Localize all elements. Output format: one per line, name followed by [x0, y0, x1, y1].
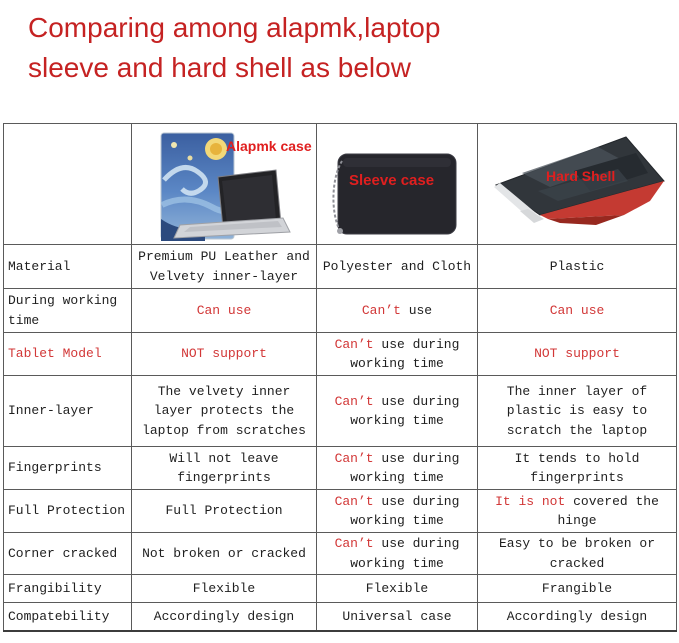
table-cell: [132, 533, 317, 575]
alapmk-case-image-cell: [132, 124, 317, 245]
product-images-row: [4, 124, 677, 245]
comparison-table-body: [4, 245, 677, 631]
row-label: Material: [4, 245, 132, 289]
comparison-table: [3, 123, 677, 632]
cell-text: Frangible: [541, 580, 613, 596]
table-row: [4, 533, 677, 575]
cell-text-red: Can’t: [334, 450, 374, 466]
cell-text: Not broken or cracked: [142, 545, 306, 561]
hard-shell-image-cell: [478, 124, 677, 245]
table-cell: [478, 603, 677, 631]
row-label: Frangibility: [4, 575, 132, 603]
table-cell: [317, 603, 478, 631]
table-cell: [317, 533, 478, 575]
row-label: Tablet Model: [4, 333, 132, 376]
cell-text: use: [400, 302, 433, 318]
table-cell: [132, 575, 317, 603]
row-label: Corner cracked: [4, 533, 132, 575]
cell-text-red: NOT support: [181, 346, 267, 362]
cell-text-red: Can use: [549, 302, 605, 318]
row-label: Full Protection: [4, 490, 132, 533]
row-label: Fingerprints: [4, 447, 132, 490]
table-cell: [478, 333, 677, 376]
table-cell: [132, 245, 317, 289]
table-cell: [478, 376, 677, 447]
cell-text: use during working time: [350, 493, 460, 528]
table-row: [4, 333, 677, 376]
table-cell: [132, 447, 317, 490]
cell-text: The inner layer of plastic is easy to scratch the laptop: [506, 383, 648, 438]
cell-text-red: It is not: [495, 493, 566, 509]
table-cell: [478, 490, 677, 533]
table-cell: [132, 333, 317, 376]
cell-text: covered the hinge: [557, 493, 659, 528]
table-cell: [478, 575, 677, 603]
table-row: [4, 376, 677, 447]
table-row: [4, 490, 677, 533]
cell-text: Premium PU Leather and Velvety inner-layer: [138, 249, 310, 284]
cell-text-red: Can’t: [334, 336, 374, 352]
cell-text: Accordingly design: [153, 608, 295, 624]
cell-text: It tends to hold fingerprints: [514, 450, 640, 485]
table-cell: [132, 603, 317, 631]
table-cell: [317, 447, 478, 490]
cell-text-red: Can’t: [361, 302, 401, 318]
cell-text: Universal case: [342, 608, 452, 624]
table-row: [4, 447, 677, 490]
cell-text: Will not leave fingerprints: [169, 450, 279, 485]
row-label: During working time: [4, 289, 132, 333]
cell-text-red: Can’t: [334, 493, 374, 509]
page-title-line1: Comparing among alapmk,laptop: [28, 12, 441, 43]
table-cell: [478, 289, 677, 333]
table-cell: [478, 447, 677, 490]
table-row: [4, 289, 677, 333]
table-cell: [317, 333, 478, 376]
cell-text: Plastic: [549, 258, 605, 274]
cell-text: use during working time: [350, 450, 460, 485]
cell-text: Easy to be broken or cracked: [498, 536, 656, 571]
page-title-line2: sleeve and hard shell as below: [28, 52, 411, 83]
table-cell: [132, 376, 317, 447]
table-cell: [317, 289, 478, 333]
table-row: [4, 575, 677, 603]
cell-text: use during working time: [350, 336, 460, 371]
cell-text: The velvety inner layer protects the laptop from scratches: [142, 383, 306, 438]
cell-text: use during working time: [350, 393, 460, 428]
table-cell: [317, 245, 478, 289]
table-cell: [478, 533, 677, 575]
table-cell: [132, 490, 317, 533]
table-cell: [317, 575, 478, 603]
sleeve-case-label: Sleeve case: [349, 172, 435, 189]
table-cell: [317, 490, 478, 533]
cell-text: Flexible: [365, 580, 429, 596]
cell-text: Flexible: [192, 580, 256, 596]
table-row: [4, 603, 677, 631]
cell-text: use during working time: [350, 536, 460, 571]
cell-text: Full Protection: [165, 503, 283, 519]
table-row: [4, 245, 677, 289]
cell-text: Accordingly design: [506, 608, 648, 624]
row-label: Inner-layer: [4, 376, 132, 447]
cell-text: Polyester and Cloth: [322, 258, 472, 274]
table-cell: [478, 245, 677, 289]
cell-text-red: Can use: [196, 302, 252, 318]
empty-corner-cell: [4, 124, 132, 245]
hard-shell-label: Hard Shell: [546, 168, 616, 184]
page-title: [28, 8, 679, 88]
table-cell: [317, 376, 478, 447]
cell-text-red: Can’t: [334, 536, 374, 551]
row-label: Compatebility: [4, 603, 132, 631]
cell-text-red: NOT support: [534, 346, 620, 362]
cell-text-red: Can’t: [334, 393, 374, 409]
table-cell: [132, 289, 317, 333]
sleeve-case-image-cell: [317, 124, 478, 245]
alapmk-case-label: Alapmk case: [226, 138, 312, 154]
